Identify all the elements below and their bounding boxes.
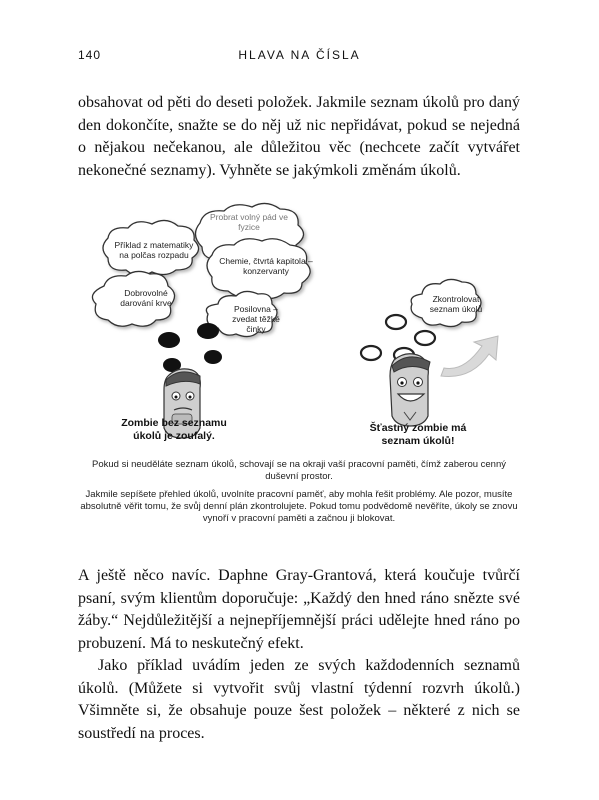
black-bubbles: [158, 323, 222, 372]
cloud-label-darovani: Dobrovolné darování krve: [120, 288, 172, 308]
paragraph-example: Jako příklad uvádím jeden ze svých každodenních seznamů úkolů. (Můžete si vytvořit svůj vlastní týdenní rozvrh úkolů.) Všimněte si, že obsahuje pouze šest položek – některé z nich se soustředí na proces.: [78, 657, 520, 742]
zombie-illustration: [78, 200, 520, 530]
running-head: [78, 48, 521, 64]
happy-zombie-caption: Šťastný zombie má seznam úkolů!: [369, 422, 467, 447]
paragraph-intro: obsahovat od pěti do deseti položek. Jakmile seznam úkolů pro daný den dokončíte, snažte se do něj už nic nepřidávat, pokud se nejedná o nějakou nečekanou, ale důležitou věc (nechcete začít vytvářet nekonečné seznamy). Vyhněte se jakýmkoli změnám úkolů.: [78, 94, 520, 179]
cloud-label-priklad: Příklad z matematiky na polčas rozpadu: [114, 240, 194, 260]
curved-arrow-icon: [441, 336, 498, 377]
cloud-label-volny-pad: Probrat volný pád ve fyzice: [210, 212, 288, 232]
cloud-label-zkontrolovat: Zkontrolovat seznam úkolů: [429, 294, 483, 314]
body-bottom: [78, 565, 520, 745]
figure-caption-1: Pokud si neuděláte seznam úkolů, schovají se na okraji vaší pracovní paměti, čímž zaberou cenný duševní prostor.: [92, 459, 506, 482]
paragraph-frogs: A ještě něco navíc. Daphne Gray-Grantová, která koučuje tvůrčí psaní, svým klientům doporučuje: „Každý den hned ráno snězte své žáby.“ Nejdůležitější a nejnepříjemnější práci udělejte hned ráno po probuzení. Má to neskutečný efekt.: [78, 567, 520, 652]
cloud-label-posilovna: Posilovna – zvedat těžké činky: [232, 304, 280, 334]
cloud-label-chemie: Chemie, čtvrtá kapitola – konzervanty: [219, 256, 313, 276]
figure-caption-2: Jakmile sepíšete přehled úkolů, uvolníte pracovní paměť, aby mohla řešit problémy. Ale pozor, musíte absolutně věřit tomu, že svůj denní plán zkontrolujete. Pokud tomu podvědomě nevěříte, úkoly se znovu vynoří v pracovní paměti a začnou ji blokovat.: [80, 489, 518, 524]
happy-zombie-icon: [390, 354, 430, 426]
page-number: 140: [78, 48, 102, 62]
sad-zombie-caption: Zombie bez seznamu úkolů je zoufalý.: [121, 417, 227, 442]
chapter-title: HLAVA NA ČÍSLA: [238, 48, 361, 62]
